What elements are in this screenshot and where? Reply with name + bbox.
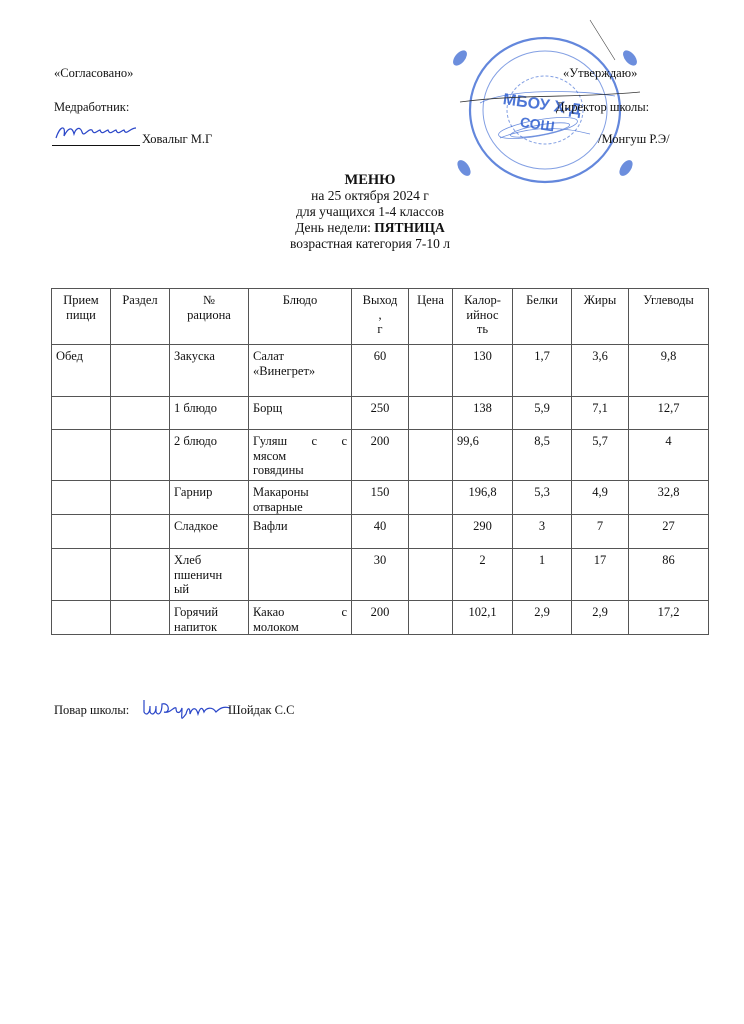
table-row — [52, 345, 709, 397]
cell-kcal: 196,8 — [453, 481, 513, 515]
cell-ration: Закуска — [170, 345, 249, 397]
approve-label: «Утверждаю» — [563, 66, 638, 80]
weekday-value: ПЯТНИЦА — [374, 220, 445, 235]
cell-output: 200 — [352, 430, 409, 481]
cell-carbs: 17,2 — [629, 601, 709, 635]
cell-carbs: 32,8 — [629, 481, 709, 515]
table-row — [52, 549, 709, 601]
column-header-line: Цена — [417, 293, 444, 307]
column-header-dish — [249, 289, 352, 345]
cell-output: 250 — [352, 397, 409, 430]
dish-line: «Винегрет» — [253, 363, 316, 378]
column-header-line: , — [378, 307, 382, 322]
cell-fat: 17 — [572, 549, 629, 601]
table-row — [52, 601, 709, 635]
dish-line: мясом — [253, 448, 287, 463]
cell-protein: 8,5 — [513, 430, 572, 481]
cell-section — [111, 430, 170, 481]
menu-title-block — [200, 172, 540, 252]
cell-ration: 1 блюдо — [170, 397, 249, 430]
dish-line: молоком — [253, 619, 299, 634]
column-header-carbs — [629, 289, 709, 345]
table-row — [52, 481, 709, 515]
svg-text:МБОУ Х-Д: МБОУ Х-Д — [501, 91, 583, 119]
column-header-line: Прием — [63, 293, 99, 307]
cell-price — [409, 515, 453, 549]
cell-section — [111, 549, 170, 601]
cell-section — [111, 515, 170, 549]
cell-ration — [170, 549, 249, 601]
cell-protein: 5,3 — [513, 481, 572, 515]
column-header-line: г — [377, 322, 383, 336]
menu-date: на 25 октября 2024 г — [311, 188, 429, 203]
cell-carbs: 4 — [629, 430, 709, 481]
cell-kcal: 2 — [453, 549, 513, 601]
column-header-line: № — [203, 293, 215, 307]
menu-weekday-line — [200, 220, 540, 236]
cell-ration — [170, 601, 249, 635]
column-header-line: пищи — [66, 307, 96, 322]
cell-price — [409, 601, 453, 635]
cell-price — [409, 430, 453, 481]
cell-dish — [249, 345, 352, 397]
cell-section — [111, 601, 170, 635]
cell-kcal: 102,1 — [453, 601, 513, 635]
dish-line: отварные — [253, 499, 303, 514]
column-header-section — [111, 289, 170, 345]
ration-line: Горячий — [174, 605, 219, 619]
column-header-line: Калор- — [464, 293, 501, 307]
cell-meal — [52, 549, 111, 601]
cell-dish: Борщ — [249, 397, 352, 430]
dish-line: Макароны — [253, 485, 309, 499]
column-header-meal — [52, 289, 111, 345]
cell-price — [409, 481, 453, 515]
column-header-line: Выход — [362, 293, 398, 307]
cell-section — [111, 345, 170, 397]
cell-carbs: 12,7 — [629, 397, 709, 430]
cell-kcal: 130 — [453, 345, 513, 397]
ration-line: напиток — [174, 619, 218, 634]
director-role-label: Директор школы: — [556, 100, 650, 114]
cell-output: 60 — [352, 345, 409, 397]
cell-protein: 1,7 — [513, 345, 572, 397]
cook-name: Шойдак С.С — [228, 703, 295, 717]
cell-fat: 2,9 — [572, 601, 629, 635]
dish-line: Гуляш с с — [253, 434, 347, 448]
column-header-line: Раздел — [122, 293, 158, 307]
column-header-line: ийнос — [466, 307, 499, 322]
column-header-price — [409, 289, 453, 345]
svg-text:СОШ: СОШ — [519, 113, 556, 135]
cell-output: 30 — [352, 549, 409, 601]
medic-name: Ховалыг М.Г — [142, 132, 213, 146]
cell-dish — [249, 549, 352, 601]
cell-ration: 2 блюдо — [170, 430, 249, 481]
cell-protein: 3 — [513, 515, 572, 549]
column-header-protein — [513, 289, 572, 345]
cell-price — [409, 345, 453, 397]
cook-signature — [140, 692, 232, 722]
column-header-ration — [170, 289, 249, 345]
cell-protein: 2,9 — [513, 601, 572, 635]
column-header-line: Жиры — [583, 293, 617, 307]
cell-output: 40 — [352, 515, 409, 549]
cell-protein: 5,9 — [513, 397, 572, 430]
dish-line: Какао с — [253, 605, 347, 619]
cell-meal — [52, 601, 111, 635]
cell-fat: 7 — [572, 515, 629, 549]
column-header-line: рациона — [187, 307, 231, 322]
cook-label: Повар школы: — [54, 703, 130, 717]
ration-line: пшеничн — [174, 567, 223, 582]
cell-section — [111, 397, 170, 430]
menu-table — [51, 288, 709, 635]
menu-age-category: возрастная категория 7-10 л — [289, 236, 451, 251]
cell-kcal: 138 — [453, 397, 513, 430]
weekday-label: День недели: — [295, 220, 375, 235]
cell-fat: 3,6 — [572, 345, 629, 397]
table-row — [52, 430, 709, 481]
cell-dish — [249, 481, 352, 515]
cell-protein: 1 — [513, 549, 572, 601]
cell-carbs: 9,8 — [629, 345, 709, 397]
column-header-line: Белки — [526, 293, 558, 307]
cell-ration: Гарнир — [170, 481, 249, 515]
cell-carbs: 27 — [629, 515, 709, 549]
cell-carbs: 86 — [629, 549, 709, 601]
cell-section — [111, 481, 170, 515]
cell-fat: 5,7 — [572, 430, 629, 481]
cell-price — [409, 397, 453, 430]
cell-kcal: 290 — [453, 515, 513, 549]
menu-audience: для учащихся 1-4 классов — [295, 204, 445, 219]
medic-signature — [52, 118, 144, 144]
table-header-row — [52, 289, 709, 345]
cell-dish: Вафли — [249, 515, 352, 549]
cell-price — [409, 549, 453, 601]
table-row — [52, 397, 709, 430]
cell-output: 200 — [352, 601, 409, 635]
column-header-line: ть — [476, 322, 489, 336]
column-header-output — [352, 289, 409, 345]
cell-meal — [52, 515, 111, 549]
agreed-label: «Согласовано» — [54, 66, 134, 80]
menu-heading: МЕНЮ — [344, 172, 396, 188]
cell-meal — [52, 481, 111, 515]
column-header-kcal — [453, 289, 513, 345]
cell-meal — [52, 430, 111, 481]
cell-fat: 7,1 — [572, 397, 629, 430]
medic-role-label: Медработник: — [54, 100, 130, 114]
cell-output: 150 — [352, 481, 409, 515]
column-header-fat — [572, 289, 629, 345]
cell-kcal: 99,6 — [453, 430, 513, 481]
dish-line: Салат — [253, 349, 284, 363]
dish-line: говядины — [253, 463, 304, 477]
cell-ration: Сладкое — [170, 515, 249, 549]
column-header-line: Углеводы — [643, 293, 694, 307]
cell-dish — [249, 601, 352, 635]
director-name: /Монгуш Р.Э/ — [598, 132, 670, 146]
cell-fat: 4,9 — [572, 481, 629, 515]
column-header-line: Блюдо — [282, 293, 318, 307]
ration-line: Хлеб — [174, 553, 202, 567]
cell-meal — [52, 397, 111, 430]
cell-meal: Обед — [52, 345, 111, 397]
table-row — [52, 515, 709, 549]
ration-line: ый — [174, 582, 190, 596]
cell-dish — [249, 430, 352, 481]
